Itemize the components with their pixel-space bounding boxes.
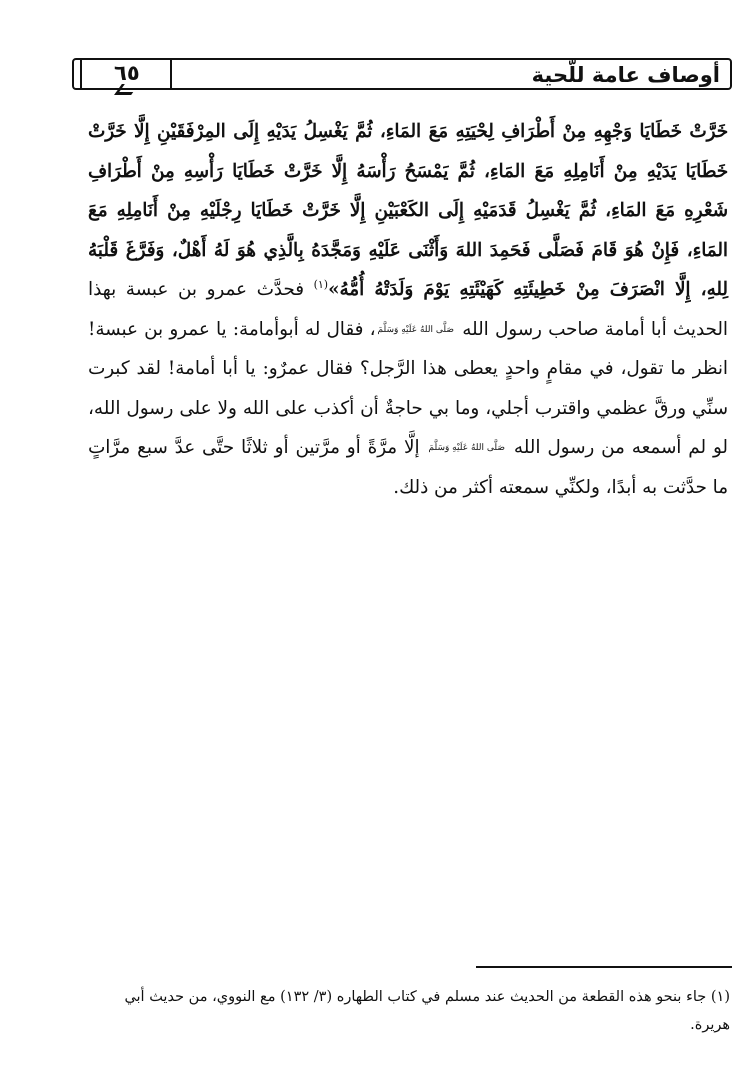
footnote: (١) جاء بنحو هذه القطعة من الحديث عند مسلم في كتاب الطهاره (٣/ ١٣٢) مع النووي، من حديث أبي هريرة.: [124, 989, 730, 1033]
main-text: [88, 112, 728, 507]
footnote-separator: [476, 966, 732, 968]
salutation-ligature-2: صَلَّى اللهُ عَلَيْهِ وَسَلَّمَ: [428, 443, 505, 453]
hadith-text: خَرَّتْ خَطَايَا وَجْهِهِ مِنْ أَطْرَافِ لِحْيَتِهِ مَعَ المَاءِ، ثُمَّ يَغْسِلُ يَدَيْهِ إِلَى المِرْفَقَيْنِ إِلَّا خَرَّتْ خَطَايَا يَدَيْهِ مِنْ أَنَامِلِهِ مَعَ المَاءِ، ثُمَّ يَمْسَحُ رَأْسَهُ إِلَّا خَرَّتْ خَطَايَا رَأْسِهِ مِنْ أَطْرَافِ شَعْرِهِ مَعَ المَاءِ، ثُمَّ يَغْسِلُ قَدَمَيْهِ إِلَى الكَعْبَيْنِ إِلَّا خَرَّتْ خَطَايَا رِجْلَيْهِ مِنْ أَنَامِلِهِ مَعَ المَاءِ، فَإِنْ هُوَ قَامَ فَصَلَّى فَحَمِدَ اللهَ وَأَثْنَى عَلَيْهِ وَمَجَّدَهُ بِالَّذِي هُوَ لَهُ أَهْلٌ، وَفَرَّغَ قَلْبَهُ لِلهِ، إِلَّا انْصَرَفَ مِنْ خَطِيئَتِهِ كَهَيْئَتِهِ يَوْمَ وَلَدَتْهُ أُمُّهُ»: [88, 121, 728, 300]
narration-text-3: إلَّا مرَّةً أو مرَّتين أو ثلاثًا حتَّى عدَّ سبع مرَّاتٍ ما حدَّثت به أبدًا، ولكنِّي سمعته أكثر من ذلك.: [88, 437, 728, 498]
footnote-reference: (١): [313, 277, 329, 291]
salutation-ligature-1: صَلَّى اللهُ عَلَيْهِ وَسَلَّمَ: [377, 324, 454, 335]
chapter-title: أوصاف عامة للّحية: [531, 63, 720, 87]
running-header: [72, 58, 732, 90]
narration-text-2: ، فقال له أبوأمامة: يا عمرو بن عبسة! انظر ما تقول، في مقامٍ واحدٍ يعطى هذا الرَّجل؟ فقال عمرٌو: يا أبا أمامة! لقد كبرت سنِّي ورقَّ عظمي واقترب أجلي، وما بي حاجةٌ أن أكذب على الله ولا على رسول الله، لو لم أسمعه من رسول الله: [88, 318, 728, 458]
page-number-box: [80, 58, 172, 90]
narration-text-1: فحدَّث عمرو بن عبسة بهذا الحديث أبا أمامة صاحب رسول الله: [88, 279, 728, 340]
page-number: ٦٥: [114, 61, 140, 85]
